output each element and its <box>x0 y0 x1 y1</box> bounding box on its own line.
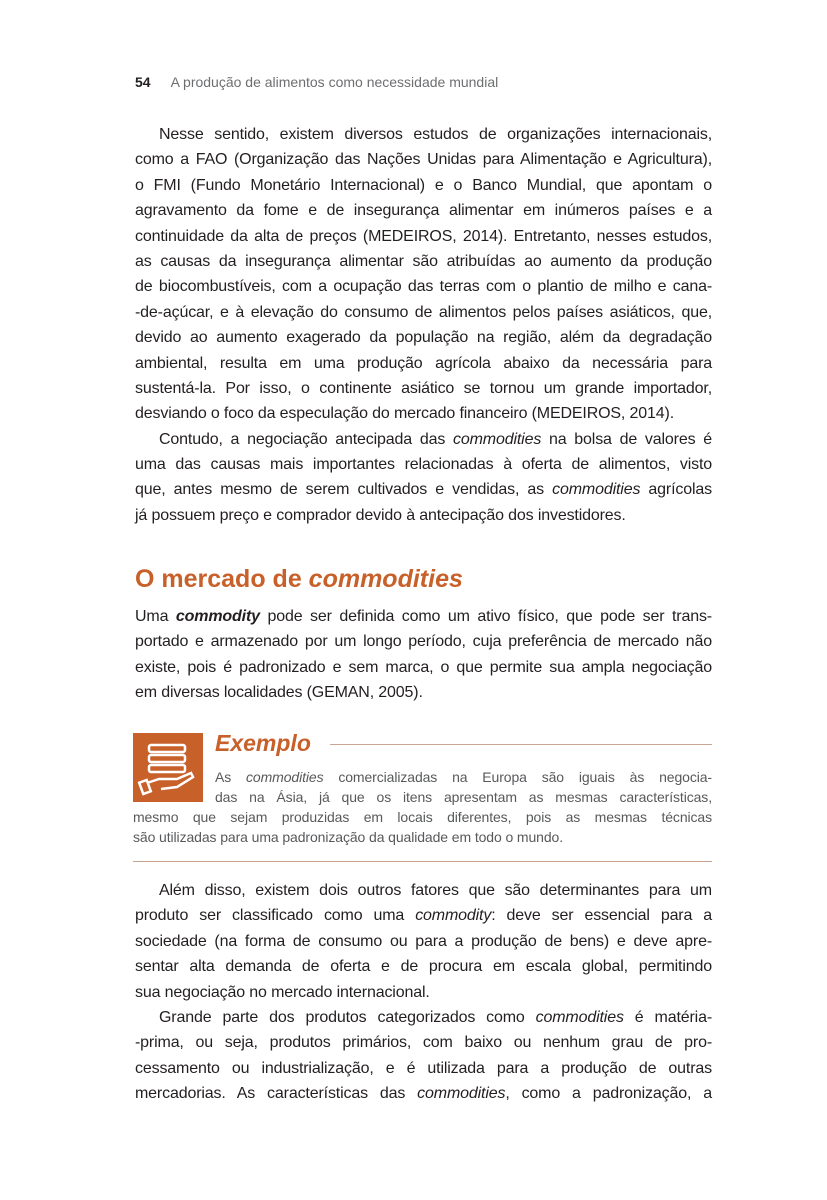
text-segment: Grande parte dos produtos categorizados como <box>159 1008 536 1026</box>
emphasis-text: commodities <box>552 481 641 499</box>
emphasis-text: commodities <box>535 1008 624 1026</box>
text-segment: cessamento ou industrialização, e é utilizada para a produção de outras <box>135 1059 712 1077</box>
text-line <box>135 954 712 979</box>
text-segment: já possuem preço e comprador devido à antecipação dos investidores. <box>135 506 626 524</box>
text-line <box>135 376 712 401</box>
text-line <box>135 1030 712 1055</box>
text-segment: Além disso, existem dois outros fatores que são determinantes para um <box>159 882 712 899</box>
text-segment: mesmo que sejam produzidas em locais diferentes, pois as mesmas técnicas <box>133 809 712 825</box>
section-heading <box>135 565 463 594</box>
heading-text: O mercado de <box>135 565 309 593</box>
text-segment: mercadorias. As características das <box>135 1085 418 1103</box>
text-segment: Nesse sentido, existem diversos estudos de organizações internacionais, <box>159 126 712 143</box>
text-segment: As <box>215 769 246 785</box>
text-line <box>135 503 712 528</box>
text-line <box>135 655 712 680</box>
text-segment: que, antes mesmo de serem cultivados e vendidas, as <box>135 481 553 499</box>
text-segment: Contudo, a negociação antecipada das <box>159 430 454 448</box>
emphasis-text: commodity <box>415 907 492 925</box>
text-line <box>135 300 712 325</box>
text-line <box>135 680 712 705</box>
text-line <box>135 274 712 299</box>
text-line <box>133 827 712 847</box>
text-segment: portado e armazenado por um longo período, cuja preferência de mercado não <box>135 633 712 651</box>
text-segment: , como a padronização, a <box>505 1085 712 1103</box>
text-segment: ambiental, resulta em uma produção agrícola abaixo da necessária para <box>135 354 712 372</box>
text-line <box>135 401 712 426</box>
text-segment: produto ser classificado como uma <box>135 907 416 925</box>
heading-italic: commodities <box>308 565 463 593</box>
text-line <box>215 787 712 807</box>
text-segment: sentar alta demanda de oferta e de procura em escala global, permitindo <box>135 958 712 976</box>
text-line <box>135 929 712 954</box>
text-line <box>135 477 712 502</box>
text-line <box>135 1005 712 1030</box>
text-segment: sustentá-la. Por isso, o continente asiático se tornou um grande importador, <box>135 379 712 397</box>
text-segment: sua negociação no mercado internacional. <box>135 983 430 1001</box>
books-on-hand-icon <box>133 733 203 802</box>
emphasis-text: commodities <box>417 1085 506 1103</box>
text-line <box>135 147 712 172</box>
text-segment: Uma <box>135 608 176 625</box>
text-line <box>135 325 712 350</box>
example-title: Exemplo <box>215 730 311 756</box>
emphasis-text: commodity <box>175 608 260 625</box>
text-segment: pode ser definida como um ativo físico, que pode ser trans- <box>259 608 712 625</box>
text-segment: agravamento da fome e de insegurança alimentar em inúmeros países e a <box>135 202 712 220</box>
text-segment: sociedade (na forma de consumo ou para a produção de bens) e deve apre- <box>135 932 712 950</box>
text-segment: o FMI (Fundo Monetário Internacional) e o Banco Mundial, que apontam o <box>135 176 712 194</box>
text-line <box>215 767 712 787</box>
running-title: A produção de alimentos como necessidade mundial <box>170 74 499 90</box>
text-segment: agrícolas <box>640 481 712 499</box>
emphasis-text: commodities <box>453 430 542 448</box>
text-segment: as causas da insegurança alimentar são atribuídas ao aumento da produção <box>135 252 712 270</box>
text-line <box>135 1081 712 1106</box>
text-segment: são utilizadas para uma padronização da qualidade em todo o mundo. <box>133 829 564 845</box>
text-segment: é matéria- <box>623 1008 712 1026</box>
text-segment: -de-açúcar, e à elevação do consumo de alimentos pelos países asiáticos, que, <box>135 303 712 321</box>
text-segment: devido ao aumento exagerado da população na região, além da degradação <box>135 329 712 347</box>
text-segment: : deve ser essencial para a <box>491 907 713 925</box>
text-line <box>135 1056 712 1081</box>
example-divider <box>330 744 712 745</box>
text-segment: na bolsa de valores é <box>541 430 712 448</box>
body-bottom <box>135 878 712 1107</box>
body-top <box>135 122 712 528</box>
text-line <box>133 807 712 827</box>
text-line <box>135 980 712 1005</box>
emphasis-text: commodities <box>246 769 324 785</box>
text-line <box>135 878 712 903</box>
text-segment: -prima, ou seja, produtos primários, com baixo ou nenhum grau de pro- <box>135 1034 712 1052</box>
text-line <box>135 427 712 452</box>
text-segment: desviando o foco da especulação do mercado financeiro (MEDEIROS, 2014). <box>135 405 674 423</box>
text-segment: em diversas localidades (GEMAN, 2005). <box>135 684 423 702</box>
example-bottom-divider <box>133 861 712 862</box>
text-line <box>135 629 712 654</box>
text-segment: como a FAO (Organização das Nações Unidas para Alimentação e Agricultura), <box>135 151 712 169</box>
text-segment: uma das causas mais importantes relacionadas à oferta de alimentos, visto <box>135 456 712 474</box>
text-line <box>135 351 712 376</box>
text-line <box>135 249 712 274</box>
body-mid <box>135 604 712 706</box>
text-line <box>135 198 712 223</box>
text-segment: das na Ásia, já que os itens apresentam as mesmas características, <box>215 789 712 805</box>
text-segment: de biocombustíveis, com a ocupação das terras com o plantio de milho e cana- <box>135 278 712 296</box>
text-line <box>135 224 712 249</box>
text-segment: existe, pois é padronizado e sem marca, o que permite sua ampla negociação <box>135 658 712 676</box>
running-header <box>135 74 498 90</box>
page-number: 54 <box>135 74 151 90</box>
text-line <box>135 452 712 477</box>
text-line <box>135 903 712 928</box>
text-segment: comercializadas na Europa são iguais às negocia- <box>323 769 712 785</box>
text-line <box>135 604 712 629</box>
text-line <box>135 173 712 198</box>
text-segment: continuidade da alta de preços (MEDEIROS, 2014). Entretanto, nesses estudos, <box>135 227 712 245</box>
text-line <box>135 122 712 147</box>
